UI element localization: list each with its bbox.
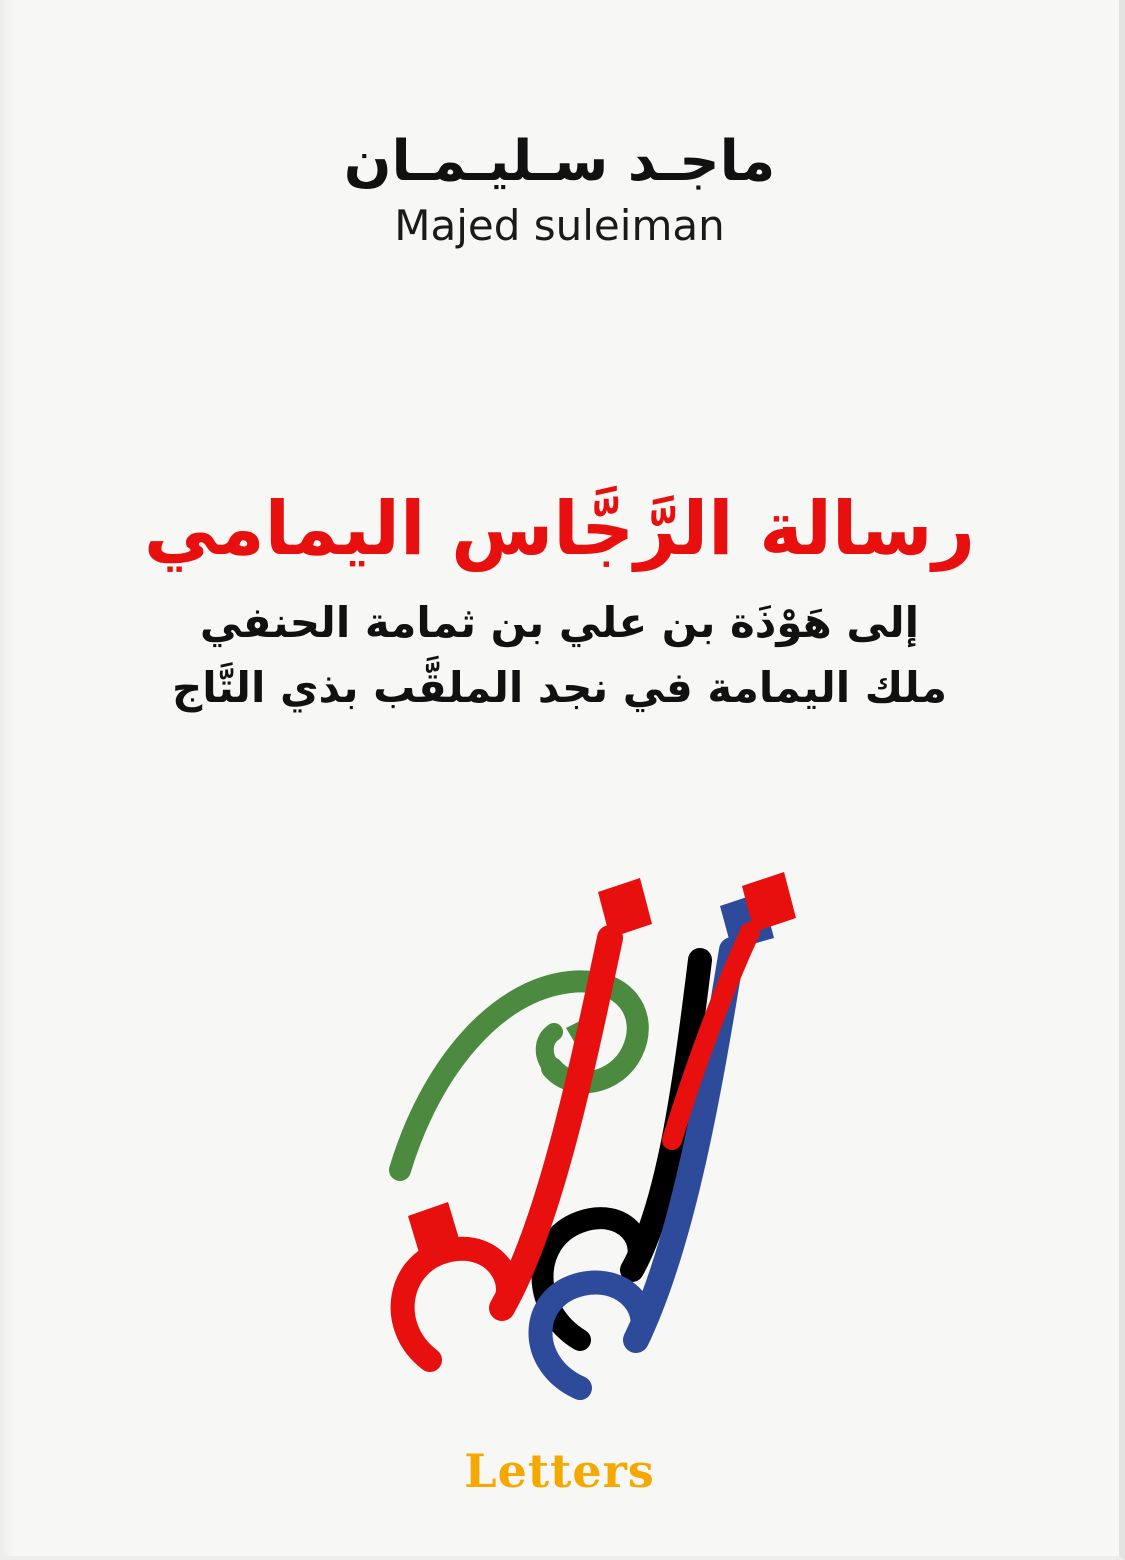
subtitle-line-1: إلى هَوْذَة بن علي بن ثمامة الحنفي — [199, 597, 920, 647]
publisher-block — [0, 1444, 1119, 1498]
title-block — [0, 480, 1119, 720]
author-block — [0, 128, 1119, 252]
page-title: رسالة الرَّجَّاس اليمامي — [143, 486, 976, 572]
author-name-arabic: ماجـد سـليـمـان — [343, 129, 776, 194]
subtitle-line-2: ملك اليمامة في نجد الملقَّب بذي التَّاج — [171, 662, 948, 712]
calligraphy-artwork-icon — [280, 840, 840, 1400]
publisher-name: Letters — [464, 1444, 655, 1498]
author-name-latin: Majed suleiman — [394, 201, 725, 251]
